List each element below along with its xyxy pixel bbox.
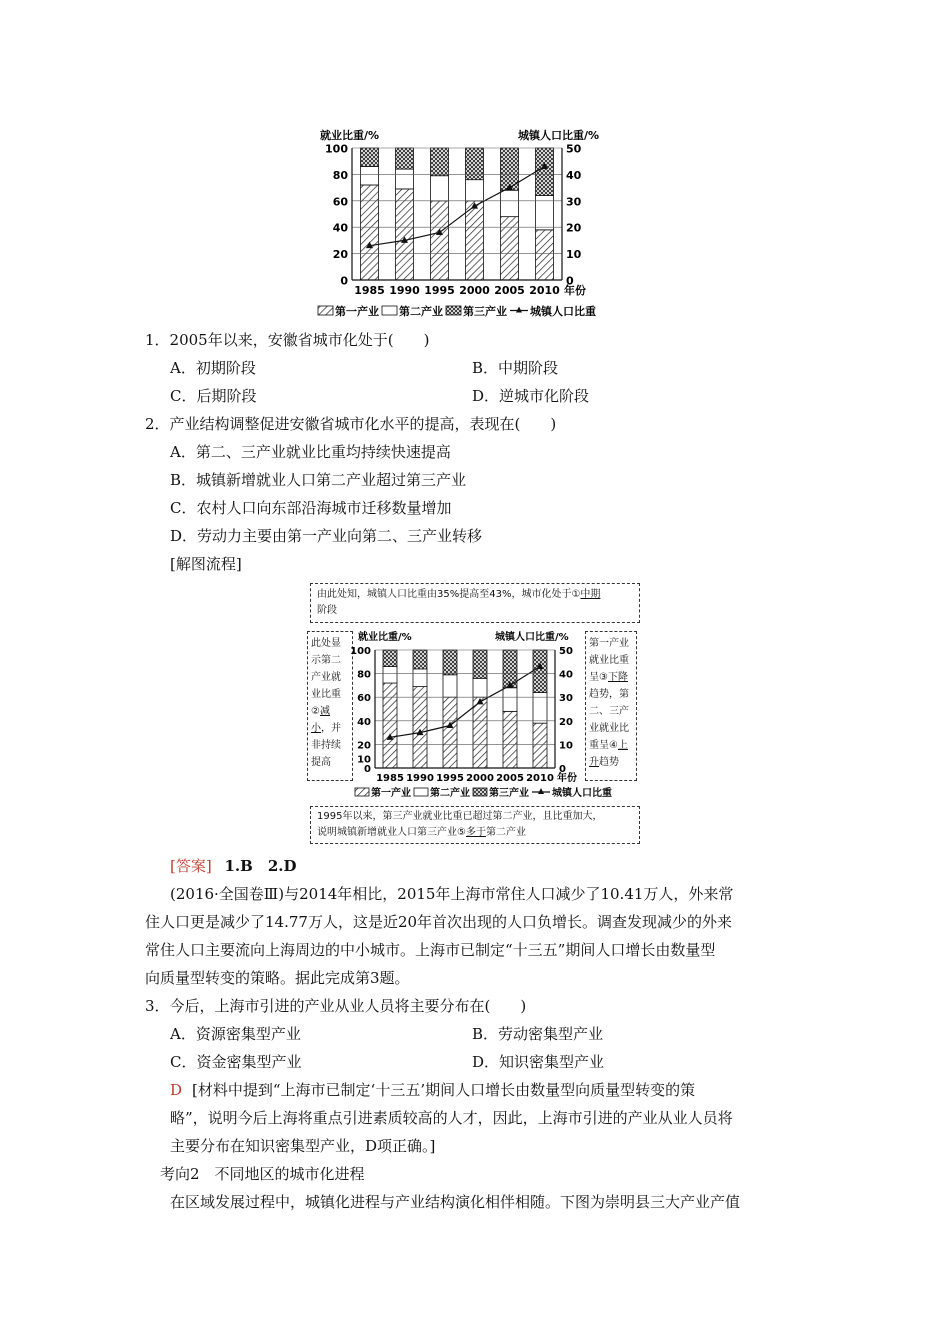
explanation-line-3: 主要分布在知识密集型产业，D项正确。] <box>170 1137 436 1155</box>
legend-label-第三产业: 第三产业 <box>463 305 507 318</box>
flow-right-text-end: 趋势 <box>599 757 619 768</box>
x-tick-1995: 1995 <box>436 773 464 784</box>
urban-population-line <box>390 667 540 738</box>
bar-第二产业-2005 <box>501 190 519 216</box>
y-right-tick-40: 40 <box>566 168 582 182</box>
employment-urbanization-chart <box>310 125 650 320</box>
question-1-option-c: C．后期阶段 <box>170 387 257 405</box>
explanation-text-1: [材料中提到“上海市已制定‘十三五’期间人口增长由数量型向质量型转变的策 <box>192 1081 696 1099</box>
flow-right-text-mid: 趋势，第二、三产业就业比重呈④ <box>589 689 629 751</box>
bar-第一产业-2010 <box>536 230 554 280</box>
section-heading: 考向2 不同地区的城市化进程 <box>160 1165 365 1183</box>
x-tick-1985: 1985 <box>354 284 385 297</box>
y-right-tick-0: 0 <box>566 274 574 288</box>
bar-第一产业-2000 <box>466 201 484 280</box>
legend-swatch-第三产业 <box>446 306 461 315</box>
legend-swatch-第一产业 <box>355 788 369 796</box>
bar-第二产业-1985 <box>361 166 379 184</box>
right-axis-title: 城镇人口比重/% <box>518 129 600 142</box>
y-right-tick-10: 10 <box>559 740 573 752</box>
bar-第一产业-1990 <box>396 189 414 280</box>
flow-left-note <box>307 631 353 781</box>
bar-第一产业-1995 <box>431 201 449 280</box>
question-1-option-b: B．中期阶段 <box>472 359 559 377</box>
x-tick-2010: 2010 <box>529 284 560 297</box>
question-2-option-a: A．第二、三产业就业比重均持续快速提高 <box>170 443 451 461</box>
flow-right-note <box>585 631 637 781</box>
legend-swatch-第二产业 <box>414 788 428 796</box>
question-1-option-d: D．逆城市化阶段 <box>472 387 590 405</box>
bar-第二产业-1985 <box>383 667 397 684</box>
legend-label-第二产业: 第二产业 <box>399 305 443 318</box>
bar-第一产业-1985 <box>383 683 397 768</box>
y-left-tick-20: 20 <box>357 740 371 752</box>
bar-第三产业-1985 <box>361 148 379 166</box>
flow-top-text: 由此处知，城镇人口比重由35%提高至43%，城市化处于① <box>317 589 581 600</box>
x-axis-unit: 年份 <box>557 773 577 784</box>
passage-line-3: 常住人口主要流向上海周边的中小城市。上海市已制定“十三五”期间人口增长由数量型 <box>145 941 716 959</box>
question-1-option-a: A．初期阶段 <box>170 359 256 377</box>
bar-第二产业-1995 <box>431 176 449 201</box>
x-tick-2005: 2005 <box>496 773 524 784</box>
flow-left-axis-title: 就业比重/% <box>358 632 412 643</box>
bar-第二产业-1990 <box>413 669 427 687</box>
question-2-option-d: D．劳动力主要由第一产业向第二、三产业转移 <box>170 527 483 545</box>
legend-label-第一产业: 第一产业 <box>371 788 411 799</box>
flow-bottom-text-1: 1995年以来，第三产业就业比重已超过第二产业，且比重加大， <box>317 811 603 822</box>
legend-label-第一产业: 第一产业 <box>335 305 379 318</box>
answer-line <box>170 856 297 876</box>
question-2-option-c: C．农村人口向东部沿海城市迁移数量增加 <box>170 499 452 517</box>
flow-right-answer-1: 下降 <box>607 672 628 683</box>
passage-line-2: 住人口更是减少了14.77万人，这是近20年首次出现的人口负增长。调查发现减少的外来 <box>145 913 733 931</box>
question-3-stem: 3．今后，上海市引进的产业从业人员将主要分布在( ) <box>145 997 527 1015</box>
x-tick-2010: 2010 <box>526 773 554 784</box>
legend-label-城镇人口比重: 城镇人口比重 <box>530 305 596 318</box>
x-tick-1995: 1995 <box>424 284 455 297</box>
legend-label-第三产业: 第三产业 <box>489 788 529 799</box>
y-right-tick-20: 20 <box>559 716 573 728</box>
question-3-option-d: D．知识密集型产业 <box>472 1053 605 1071</box>
x-tick-1990: 1990 <box>389 284 420 297</box>
explanation-answer-letter: D <box>170 1081 183 1099</box>
intro-line: 在区域发展过程中，城镇化进程与产业结构演化相伴相随。下图为崇明县三大产业产值 <box>170 1193 741 1211</box>
y-right-tick-50: 50 <box>559 646 573 657</box>
legend-line-marker <box>516 307 522 313</box>
bar-第一产业-2010 <box>533 723 547 768</box>
bar-第一产业-2005 <box>501 217 519 280</box>
legend-label-城镇人口比重: 城镇人口比重 <box>552 788 612 799</box>
bar-第三产业-2000 <box>473 650 487 678</box>
flow-bottom-text-end: 第二产业 <box>485 827 526 838</box>
y-left-tick-40: 40 <box>332 221 348 235</box>
x-tick-1990: 1990 <box>406 773 434 784</box>
flow-left-answer: 减小 <box>311 706 330 734</box>
y-right-tick-20: 20 <box>566 221 582 235</box>
flow-right-axis-title: 城镇人口比重/% <box>495 632 569 643</box>
y-right-tick-10: 10 <box>566 248 582 262</box>
answer-label: [答案] <box>170 857 212 875</box>
bar-第一产业-1985 <box>361 185 379 280</box>
legend-swatch-第三产业 <box>473 788 487 796</box>
y-right-tick-0: 0 <box>559 764 566 775</box>
legend-line-marker <box>538 788 544 794</box>
bar-第二产业-2000 <box>473 678 487 697</box>
y-left-tick-40: 40 <box>357 716 371 728</box>
flow-bottom-text-2: 说明城镇新增就业人口第三产业⑤ <box>317 827 466 838</box>
flow-label: [解图流程] <box>170 555 242 573</box>
y-left-tick-0: 0 <box>364 764 371 775</box>
y-left-tick-80: 80 <box>332 168 348 182</box>
bar-第三产业-1985 <box>383 650 397 667</box>
x-tick-2005: 2005 <box>494 284 525 297</box>
flow-left-text-end: ，并非持续提高 <box>311 723 341 768</box>
y-left-tick-80: 80 <box>357 669 371 681</box>
bar-第三产业-2010 <box>533 650 547 692</box>
y-left-tick-60: 60 <box>357 693 371 705</box>
flow-left-text: 此处显示第二产业就业比重② <box>311 638 341 717</box>
y-left-tick-10: 10 <box>357 754 371 766</box>
x-tick-1985: 1985 <box>376 773 404 784</box>
left-axis-title: 就业比重/% <box>320 129 380 142</box>
bar-第三产业-1995 <box>431 148 449 176</box>
y-right-tick-30: 30 <box>559 693 573 705</box>
question-3-option-a: A．资源密集型产业 <box>170 1025 301 1043</box>
y-left-tick-60: 60 <box>332 195 348 209</box>
y-left-tick-100: 100 <box>325 142 348 156</box>
bar-第三产业-2010 <box>536 148 554 196</box>
passage-line-1: (2016·全国卷Ⅲ)与2014年相比，2015年上海市常住人口减少了10.41万人，外来常 <box>170 885 734 903</box>
explanation-line-2: 略”，说明今后上海将重点引进素质较高的人才，因此，上海市引进的产业从业人员将 <box>170 1109 733 1127</box>
y-right-tick-30: 30 <box>566 195 582 209</box>
bar-第三产业-2000 <box>466 148 484 180</box>
explanation-line-1 <box>170 1080 695 1100</box>
flow-top-text-end: 阶段 <box>317 605 337 616</box>
y-right-tick-40: 40 <box>559 669 573 681</box>
bar-第二产业-2000 <box>466 180 484 201</box>
x-tick-2000: 2000 <box>466 773 494 784</box>
y-left-tick-100: 100 <box>350 646 371 657</box>
bar-第一产业-2005 <box>503 711 517 768</box>
bar-第一产业-1990 <box>413 687 427 768</box>
question-3-option-b: B．劳动密集型产业 <box>472 1025 604 1043</box>
flow-chart-legend <box>355 786 612 799</box>
bar-第三产业-1990 <box>396 148 414 169</box>
bar-第二产业-2005 <box>503 688 517 712</box>
y-left-tick-0: 0 <box>340 274 348 288</box>
legend-label-第二产业: 第二产业 <box>430 788 470 799</box>
flow-bottom-answer: 多于 <box>465 827 486 838</box>
y-right-tick-50: 50 <box>566 142 582 156</box>
legend-swatch-第一产业 <box>318 306 333 315</box>
chart-legend <box>318 304 596 318</box>
bar-第二产业-1990 <box>396 169 414 189</box>
x-tick-2000: 2000 <box>459 284 490 297</box>
flow-right-text: 第一产业就业比重呈③ <box>589 638 629 683</box>
bar-第一产业-2000 <box>473 697 487 768</box>
x-axis-unit: 年份 <box>564 284 586 297</box>
passage-line-4: 向质量型转变的策略。据此完成第3题。 <box>145 969 410 987</box>
answer-text: 1.B 2.D <box>224 857 297 875</box>
flow-top-note <box>310 583 640 623</box>
flow-right-answer-2: 上升 <box>589 740 628 768</box>
bar-第三产业-1995 <box>443 650 457 675</box>
question-3-option-c: C．资金密集型产业 <box>170 1053 302 1071</box>
legend-swatch-第二产业 <box>382 306 397 315</box>
bar-第二产业-1995 <box>443 675 457 697</box>
y-left-tick-20: 20 <box>332 248 348 262</box>
bar-第三产业-1990 <box>413 650 427 669</box>
question-2-stem: 2．产业结构调整促进安徽省城市化水平的提高，表现在( ) <box>145 415 557 433</box>
bar-第一产业-1995 <box>443 697 457 768</box>
flow-top-answer: 中期 <box>580 589 601 600</box>
question-1-stem: 1．2005年以来，安徽省城市化处于( ) <box>145 331 430 349</box>
question-2-option-b: B．城镇新增就业人口第二产业超过第三产业 <box>170 471 467 489</box>
flow-bottom-note <box>310 806 640 844</box>
